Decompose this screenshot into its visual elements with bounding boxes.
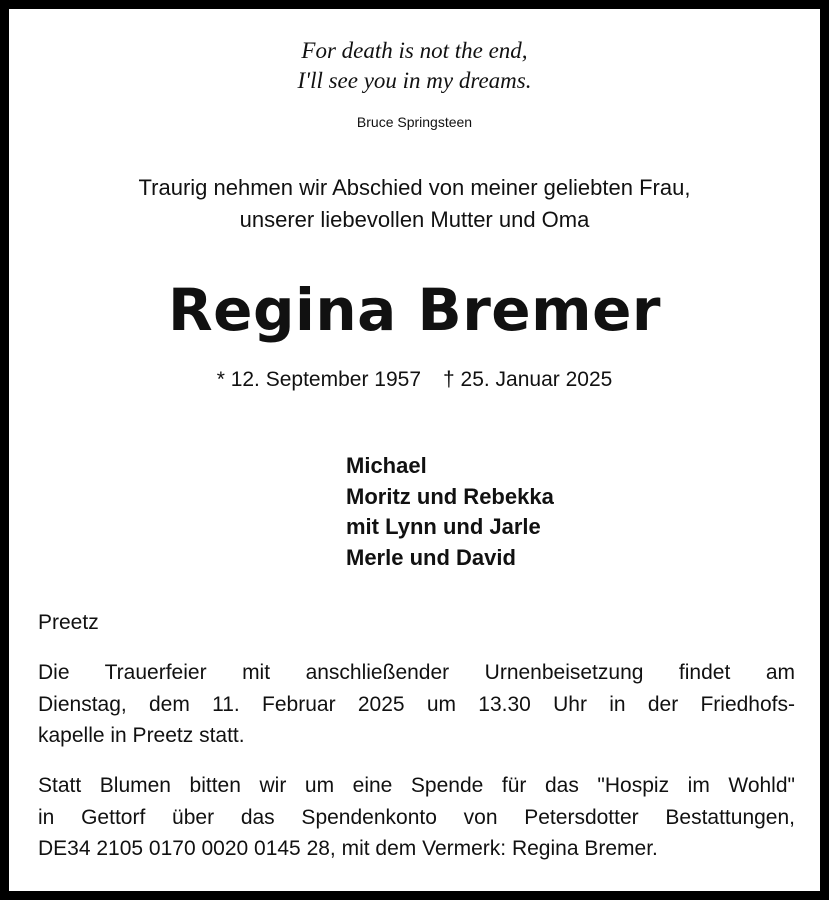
- intro-line-1: Traurig nehmen wir Abschied von meiner geliebten Frau,: [138, 175, 691, 200]
- life-dates: [9, 366, 820, 394]
- quote-line-1: For death is not the end,: [301, 38, 528, 63]
- ceremony-line-1: Die Trauerfeier mit anschließender Urnenbeisetzung findet am: [38, 661, 795, 684]
- mourners-list: [346, 451, 554, 573]
- mourner-1: Michael: [346, 453, 427, 478]
- location: Preetz: [38, 611, 99, 634]
- quote: [9, 36, 820, 96]
- birth-date: * 12. September 1957: [216, 368, 421, 391]
- quote-author: Bruce Springsteen: [356, 114, 473, 130]
- mourner-4: Merle und David: [346, 544, 516, 570]
- quote-line-2: I'll see you in my dreams.: [297, 68, 532, 93]
- intro-line-2: unserer liebevollen Mutter und Oma: [239, 207, 590, 232]
- donation-line-3: DE34 2105 0170 0020 0145 28, mit dem Vermerk: Regina Bremer.: [38, 837, 658, 860]
- ceremony-paragraph: [38, 657, 795, 752]
- donation-line-1: Statt Blumen bitten wir um eine Spende für das "Hospiz im Wohld": [38, 774, 795, 797]
- intro-text: [9, 172, 820, 236]
- donation-paragraph: [38, 770, 795, 865]
- mourner-2: Moritz und Rebekka: [346, 483, 554, 509]
- mourner-3: mit Lynn und Jarle: [346, 514, 541, 539]
- donation-line-2: in Gettorf über das Spendenkonto von Petersdotter Bestattungen,: [38, 805, 795, 829]
- ceremony-line-2: Dienstag, dem 11. Februar 2025 um 13.30 Uhr in der Friedhofs-: [38, 692, 795, 716]
- deceased-name: Regina Bremer: [167, 276, 662, 344]
- death-date: † 25. Januar 2025: [443, 368, 613, 391]
- ceremony-line-3: kapelle in Preetz statt.: [38, 724, 245, 747]
